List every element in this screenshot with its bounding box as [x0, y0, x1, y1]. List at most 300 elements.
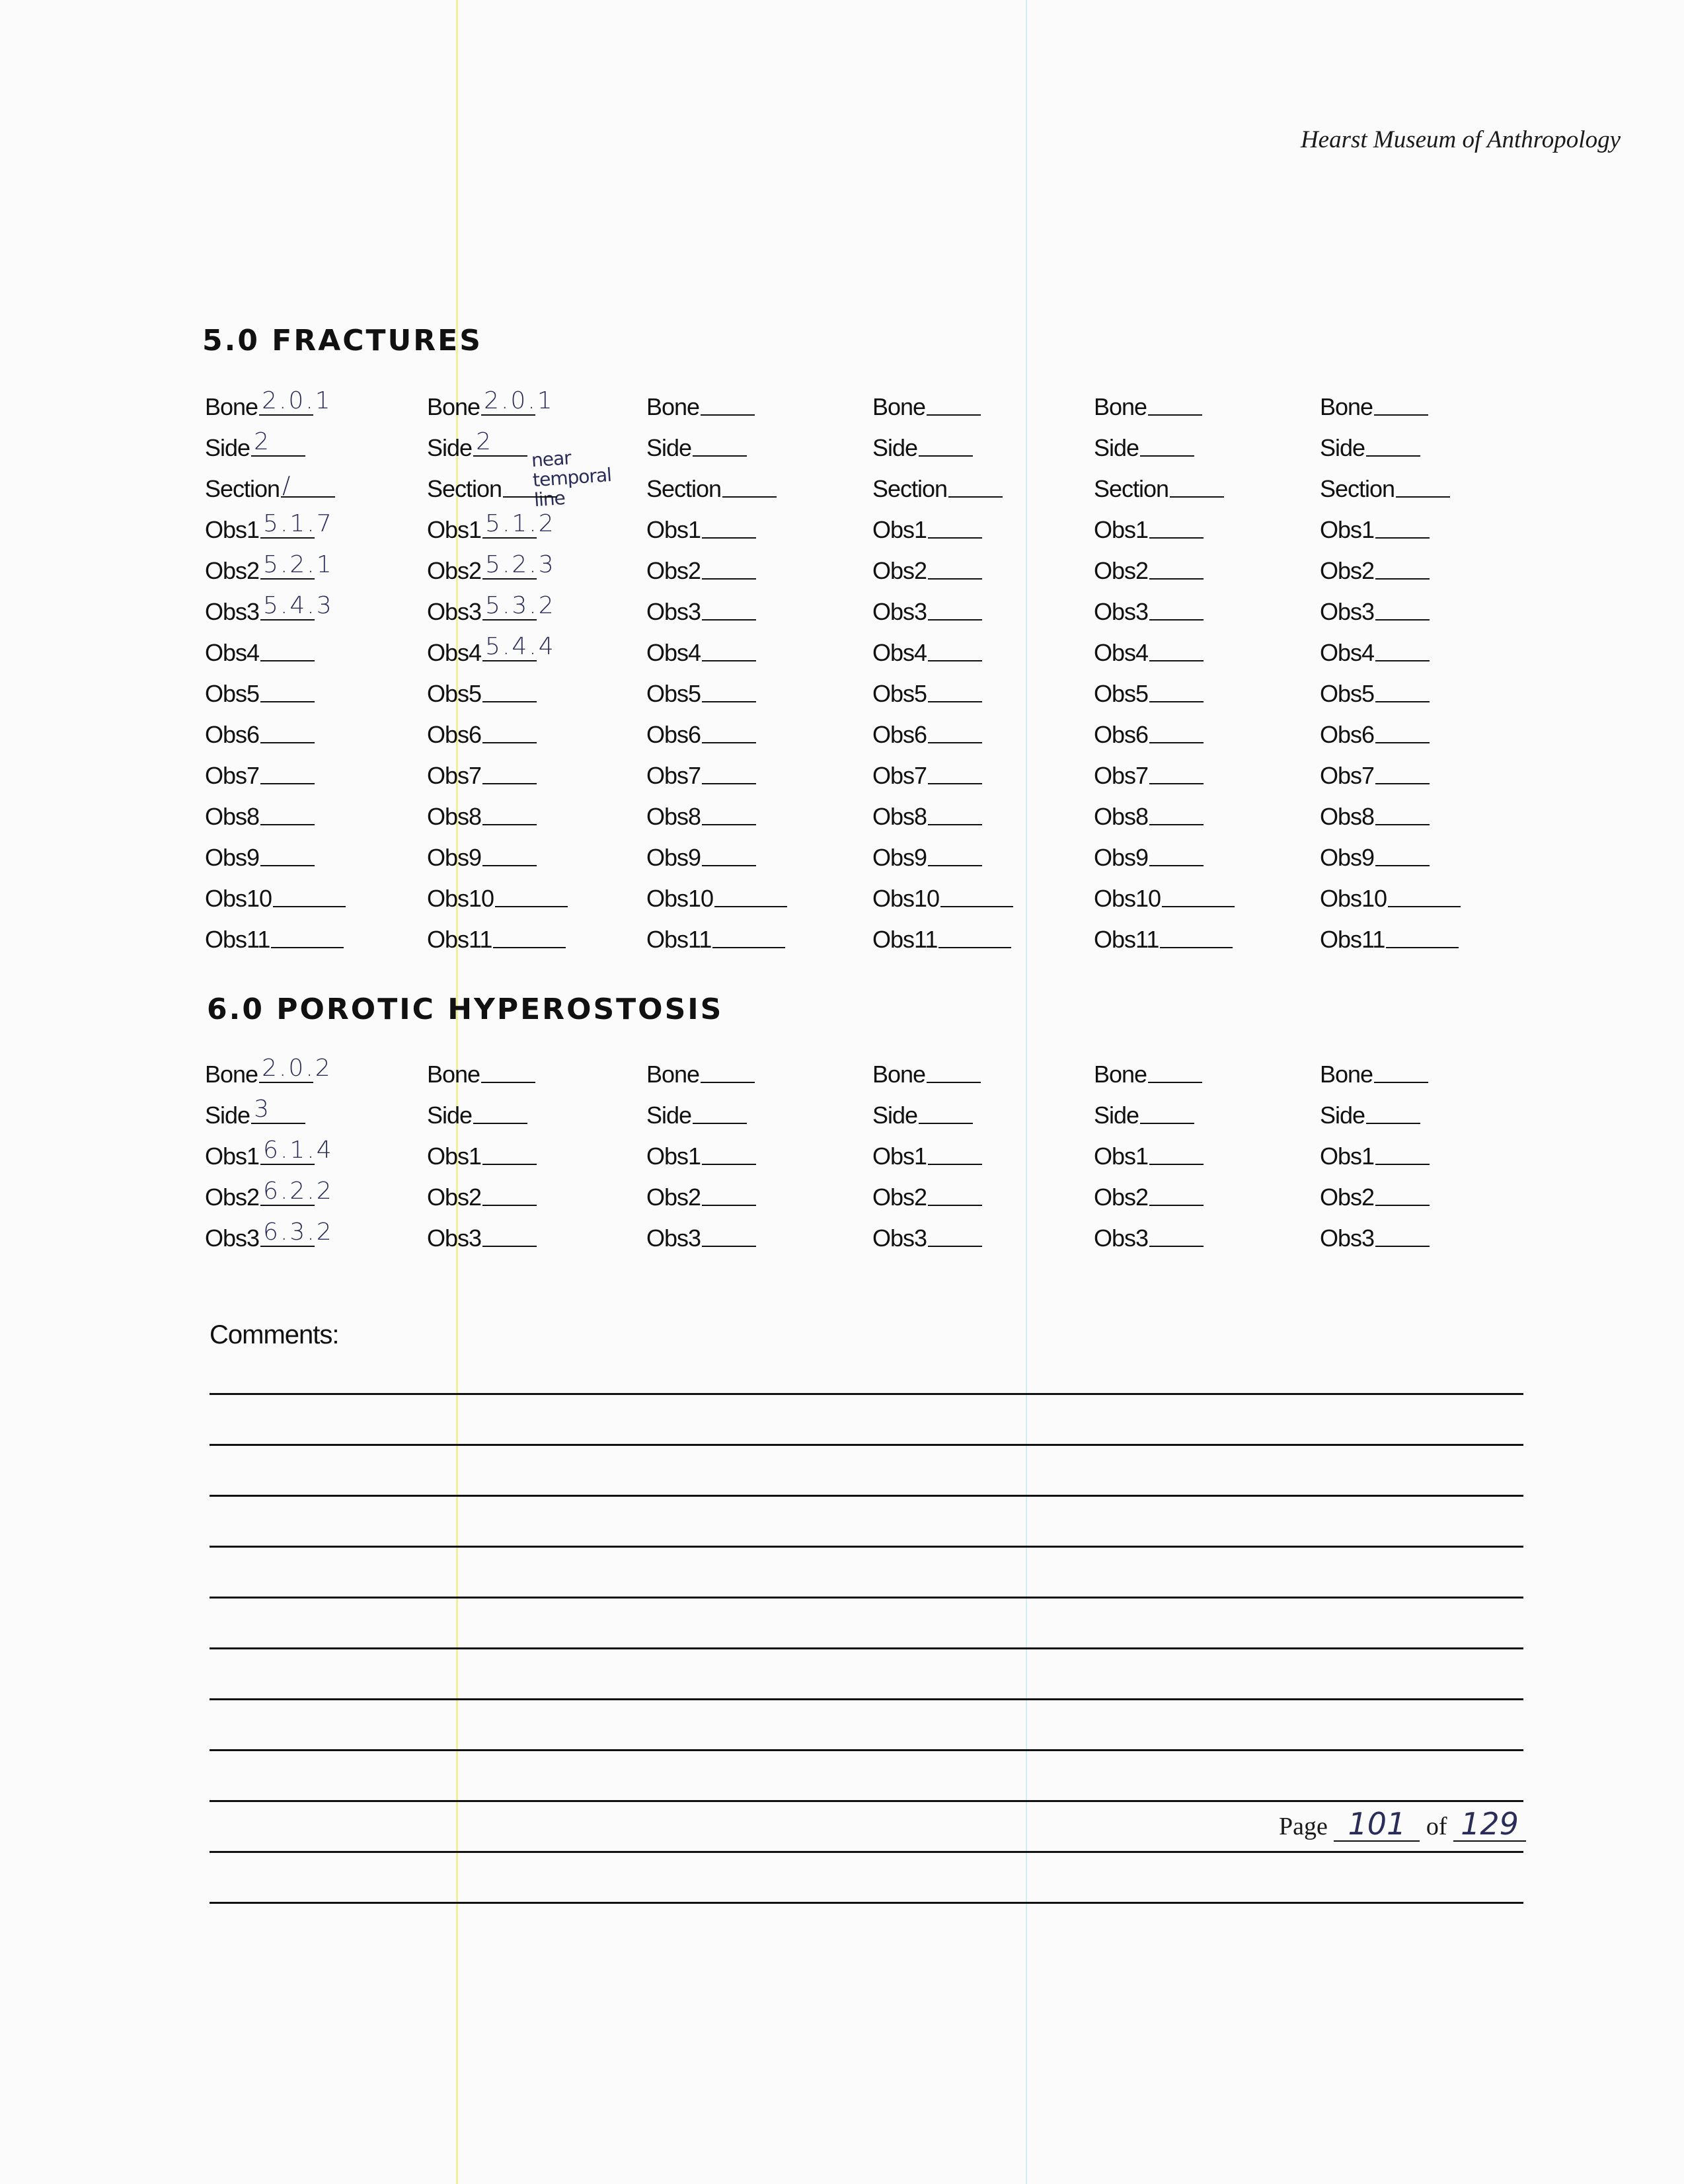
obs11-blank[interactable] — [938, 927, 1011, 948]
obs1-field — [1094, 503, 1305, 544]
obs2-label: Obs2 — [427, 557, 482, 584]
obs1-blank[interactable] — [260, 510, 334, 539]
obs10-blank[interactable] — [495, 886, 568, 907]
obs1-label: Obs1 — [427, 516, 482, 543]
obs6-field — [646, 708, 858, 749]
comment-line[interactable] — [210, 1597, 1523, 1599]
obs11-blank[interactable] — [1386, 927, 1459, 948]
obs2-label: Obs2 — [1094, 1184, 1149, 1211]
obs11-blank[interactable] — [271, 927, 344, 948]
obs6-label: Obs6 — [646, 721, 701, 748]
obs8-field — [646, 790, 858, 831]
section-field — [1320, 462, 1531, 503]
obs1-label: Obs1 — [1320, 1143, 1375, 1170]
handwritten-value: 3 — [254, 1096, 271, 1123]
comment-line[interactable] — [210, 1495, 1523, 1497]
bone-label: Bone — [872, 393, 926, 420]
obs8-label: Obs8 — [1094, 803, 1149, 830]
side-label: Side — [872, 1102, 918, 1129]
obs6-blank[interactable] — [1375, 722, 1430, 743]
obs7-blank[interactable] — [260, 763, 315, 784]
comment-line[interactable] — [210, 1698, 1523, 1700]
obs1-label: Obs1 — [646, 516, 701, 543]
obs5-field — [872, 667, 1084, 708]
porotic-column-6 — [1320, 1047, 1531, 1252]
obs3-blank[interactable] — [702, 599, 756, 621]
comment-line[interactable] — [210, 1546, 1523, 1548]
obs11-field — [1320, 913, 1531, 954]
obs3-label: Obs3 — [205, 1224, 260, 1252]
obs2-blank[interactable] — [1375, 1185, 1430, 1206]
obs11-label: Obs11 — [872, 926, 938, 953]
bone-label: Bone — [872, 1061, 926, 1088]
obs3-blank[interactable] — [1375, 1226, 1430, 1247]
obs5-blank[interactable] — [702, 681, 756, 702]
obs11-blank[interactable] — [712, 927, 785, 948]
obs4-blank[interactable] — [1149, 640, 1204, 661]
side-label: Side — [1320, 434, 1365, 461]
section-blank[interactable] — [1396, 476, 1450, 498]
comment-line[interactable] — [210, 1749, 1523, 1751]
obs4-blank[interactable] — [260, 640, 315, 661]
obs5-label: Obs5 — [427, 680, 482, 707]
obs7-field — [872, 749, 1084, 790]
side-label: Side — [872, 434, 918, 461]
obs2-label: Obs2 — [872, 557, 927, 584]
obs2-field — [646, 544, 858, 585]
bone-blank[interactable] — [1374, 395, 1428, 416]
bone-label: Bone — [205, 393, 258, 420]
bone-label: Bone — [646, 393, 700, 420]
obs1-blank[interactable] — [702, 1144, 756, 1165]
page-total-field[interactable]: 129 — [1453, 1807, 1526, 1842]
obs9-field — [646, 831, 858, 872]
obs11-blank[interactable] — [1160, 927, 1233, 948]
obs11-field — [427, 913, 638, 954]
section-label: Section — [1094, 475, 1169, 502]
obs2-field — [872, 1170, 1084, 1211]
handwritten-value: 5.4.4 — [485, 633, 556, 660]
bone-field — [1320, 380, 1531, 421]
obs9-blank[interactable] — [1375, 845, 1430, 866]
bone-blank[interactable] — [1148, 395, 1202, 416]
section-field — [205, 462, 416, 503]
section-blank[interactable] — [281, 472, 335, 499]
obs10-blank[interactable] — [273, 886, 346, 907]
obs4-blank[interactable] — [482, 633, 556, 661]
handwritten-value: 2 — [254, 428, 271, 455]
bone-label: Bone — [1094, 1061, 1147, 1088]
section-label: Section — [1320, 475, 1395, 502]
obs1-blank[interactable] — [260, 1137, 334, 1165]
obs6-blank[interactable] — [260, 722, 315, 743]
obs1-blank[interactable] — [702, 517, 756, 539]
obs3-blank[interactable] — [1149, 1226, 1204, 1247]
fractures-column-5 — [1094, 380, 1305, 954]
obs9-blank[interactable] — [260, 845, 315, 866]
section-blank[interactable] — [1170, 476, 1224, 498]
handwritten-note: near temporal line — [530, 447, 612, 511]
obs9-blank[interactable] — [928, 845, 982, 866]
obs8-blank[interactable] — [928, 804, 982, 825]
obs9-label: Obs9 — [872, 844, 927, 871]
obs7-label: Obs7 — [872, 762, 927, 789]
obs7-blank[interactable] — [482, 763, 537, 784]
obs5-label: Obs5 — [205, 680, 260, 707]
bone-label: Bone — [1094, 393, 1147, 420]
section-blank[interactable] — [503, 476, 557, 498]
side-label: Side — [1320, 1102, 1365, 1129]
obs5-blank[interactable] — [928, 681, 982, 702]
handwritten-value: 6.2.2 — [263, 1178, 334, 1205]
obs7-label: Obs7 — [427, 762, 482, 789]
comment-line[interactable] — [210, 1851, 1523, 1853]
obs2-blank[interactable] — [1149, 558, 1204, 580]
obs2-label: Obs2 — [205, 1184, 260, 1211]
obs4-field — [646, 626, 858, 667]
side-field — [205, 1088, 416, 1129]
obs2-blank[interactable] — [1149, 1185, 1204, 1206]
side-field — [1320, 1088, 1531, 1129]
obs4-label: Obs4 — [1094, 639, 1149, 666]
obs10-label: Obs10 — [1094, 885, 1161, 912]
obs1-field — [1320, 503, 1531, 544]
obs8-blank[interactable] — [1375, 804, 1430, 825]
obs1-label: Obs1 — [646, 1143, 701, 1170]
obs10-field — [205, 872, 416, 913]
bone-blank[interactable] — [481, 1062, 535, 1083]
fractures-column-2 — [427, 380, 638, 954]
obs10-label: Obs10 — [646, 885, 714, 912]
fractures-column-1 — [205, 380, 416, 954]
obs7-field — [1094, 749, 1305, 790]
obs6-blank[interactable] — [702, 722, 756, 743]
obs1-field — [872, 1129, 1084, 1170]
obs3-blank[interactable] — [1149, 599, 1204, 621]
obs10-label: Obs10 — [205, 885, 272, 912]
obs3-label: Obs3 — [205, 598, 260, 625]
obs6-blank[interactable] — [482, 722, 537, 743]
obs3-label: Obs3 — [1094, 1224, 1149, 1252]
obs11-blank[interactable] — [493, 927, 566, 948]
obs6-blank[interactable] — [928, 722, 982, 743]
obs1-field — [646, 503, 858, 544]
side-label: Side — [1094, 1102, 1139, 1129]
bone-blank[interactable] — [259, 1055, 332, 1083]
bone-blank[interactable] — [259, 387, 332, 416]
comment-line[interactable] — [210, 1444, 1523, 1446]
page-label: Page — [1279, 1813, 1328, 1840]
obs1-label: Obs1 — [872, 1143, 927, 1170]
bone-field — [646, 1047, 858, 1088]
handwritten-value: 2.0.1 — [262, 387, 332, 414]
bone-label: Bone — [205, 1061, 258, 1088]
bone-label: Bone — [1320, 393, 1373, 420]
fractures-column-4 — [872, 380, 1084, 954]
obs5-field — [1094, 667, 1305, 708]
obs3-blank[interactable] — [260, 1219, 334, 1247]
handwritten-value: 5.1.7 — [263, 510, 334, 537]
porotic-column-2 — [427, 1047, 638, 1252]
comment-line[interactable] — [210, 1800, 1523, 1802]
obs2-field — [1320, 544, 1531, 585]
obs3-field — [1094, 585, 1305, 626]
obs2-field — [646, 1170, 858, 1211]
obs2-blank[interactable] — [702, 558, 756, 580]
obs8-label: Obs8 — [646, 803, 701, 830]
obs8-blank[interactable] — [1149, 804, 1204, 825]
obs8-field — [1094, 790, 1305, 831]
porotic-hyperostosis-section-title: 6.0 POROTIC HYPEROSTOSIS — [207, 993, 724, 1026]
side-blank[interactable] — [473, 428, 527, 457]
obs3-label: Obs3 — [427, 1224, 482, 1252]
side-label: Side — [427, 1102, 473, 1129]
side-field — [1320, 421, 1531, 462]
obs1-label: Obs1 — [1094, 516, 1149, 543]
obs5-blank[interactable] — [482, 681, 537, 702]
side-field — [646, 1088, 858, 1129]
side-field — [872, 421, 1084, 462]
bone-blank[interactable] — [481, 387, 555, 416]
side-blank[interactable] — [1140, 435, 1194, 457]
bone-field — [205, 380, 416, 421]
bone-label: Bone — [427, 1061, 480, 1088]
obs1-blank[interactable] — [1375, 1144, 1430, 1165]
obs7-blank[interactable] — [1149, 763, 1204, 784]
obs8-label: Obs8 — [427, 803, 482, 830]
obs9-label: Obs9 — [205, 844, 260, 871]
side-field — [872, 1088, 1084, 1129]
side-blank[interactable] — [1366, 1103, 1420, 1124]
section-label: Section — [427, 475, 502, 502]
handwritten-value: 6.3.2 — [263, 1219, 334, 1246]
bone-field — [427, 1047, 638, 1088]
obs7-label: Obs7 — [205, 762, 260, 789]
obs1-label: Obs1 — [205, 1143, 260, 1170]
section-blank[interactable] — [722, 476, 777, 498]
obs2-field — [205, 1170, 416, 1211]
obs2-blank[interactable] — [702, 1185, 756, 1206]
obs4-field — [1094, 626, 1305, 667]
bone-field — [205, 1047, 416, 1088]
obs7-field — [646, 749, 858, 790]
obs5-label: Obs5 — [1094, 680, 1149, 707]
obs2-label: Obs2 — [872, 1184, 927, 1211]
handwritten-value: 5.2.3 — [485, 551, 556, 578]
obs10-blank[interactable] — [714, 886, 787, 907]
obs6-label: Obs6 — [872, 721, 927, 748]
obs10-field — [646, 872, 858, 913]
obs1-field — [427, 503, 638, 544]
obs2-blank[interactable] — [928, 558, 982, 580]
side-field — [205, 421, 416, 462]
obs2-label: Obs2 — [1320, 1184, 1375, 1211]
obs11-label: Obs11 — [1320, 926, 1385, 953]
side-blank[interactable] — [251, 1096, 305, 1124]
obs3-blank[interactable] — [1375, 599, 1430, 621]
obs10-blank[interactable] — [1388, 886, 1461, 907]
page-footer — [1279, 1807, 1526, 1842]
obs5-field — [646, 667, 858, 708]
obs1-field — [646, 1129, 858, 1170]
side-blank[interactable] — [473, 1103, 527, 1124]
obs3-field — [205, 1211, 416, 1252]
obs1-blank[interactable] — [1375, 517, 1430, 539]
bone-label: Bone — [1320, 1061, 1373, 1088]
obs3-blank[interactable] — [928, 599, 982, 621]
obs8-blank[interactable] — [702, 804, 756, 825]
obs6-label: Obs6 — [1094, 721, 1149, 748]
obs5-blank[interactable] — [260, 681, 315, 702]
obs7-label: Obs7 — [646, 762, 701, 789]
obs5-blank[interactable] — [1375, 681, 1430, 702]
obs7-blank[interactable] — [1375, 763, 1430, 784]
obs3-blank[interactable] — [482, 592, 556, 621]
section-blank[interactable] — [948, 476, 1003, 498]
obs7-label: Obs7 — [1320, 762, 1375, 789]
side-blank[interactable] — [1140, 1103, 1194, 1124]
obs1-label: Obs1 — [205, 516, 260, 543]
obs3-blank[interactable] — [928, 1226, 982, 1247]
side-field — [427, 1088, 638, 1129]
handwritten-value: 2.0.1 — [484, 387, 555, 414]
obs3-blank[interactable] — [702, 1226, 756, 1247]
obs1-field — [205, 503, 416, 544]
obs3-label: Obs3 — [427, 598, 482, 625]
obs2-label: Obs2 — [646, 557, 701, 584]
obs1-blank[interactable] — [482, 1144, 537, 1165]
obs2-field — [427, 544, 638, 585]
obs1-label: Obs1 — [1320, 516, 1375, 543]
comment-line[interactable] — [210, 1647, 1523, 1649]
bone-label: Bone — [646, 1061, 700, 1088]
obs1-blank[interactable] — [482, 510, 556, 539]
obs2-blank[interactable] — [928, 1185, 982, 1206]
comment-line[interactable] — [210, 1393, 1523, 1395]
obs10-blank[interactable] — [940, 886, 1013, 907]
side-blank[interactable] — [919, 1103, 973, 1124]
obs1-blank[interactable] — [1149, 517, 1204, 539]
obs5-label: Obs5 — [646, 680, 701, 707]
obs5-blank[interactable] — [1149, 681, 1204, 702]
obs3-label: Obs3 — [1320, 1224, 1375, 1252]
obs7-field — [427, 749, 638, 790]
obs9-blank[interactable] — [702, 845, 756, 866]
obs1-blank[interactable] — [928, 1144, 982, 1165]
obs4-field — [872, 626, 1084, 667]
obs9-label: Obs9 — [1094, 844, 1149, 871]
side-blank[interactable] — [693, 1103, 747, 1124]
of-label: of — [1426, 1813, 1447, 1840]
obs2-blank[interactable] — [1375, 558, 1430, 580]
obs1-blank[interactable] — [1149, 1144, 1204, 1165]
obs6-field — [205, 708, 416, 749]
obs3-field — [1094, 1211, 1305, 1252]
obs3-field — [1320, 585, 1531, 626]
obs2-label: Obs2 — [427, 1184, 482, 1211]
section-label: Section — [872, 475, 948, 502]
obs9-field — [205, 831, 416, 872]
fractures-section-title: 5.0 FRACTURES — [202, 324, 482, 358]
obs3-label: Obs3 — [646, 1224, 701, 1252]
obs10-field — [1094, 872, 1305, 913]
page-number-field[interactable]: 101 — [1334, 1807, 1420, 1842]
side-blank[interactable] — [251, 428, 305, 457]
bone-blank[interactable] — [701, 395, 755, 416]
obs10-field — [1320, 872, 1531, 913]
obs3-field — [872, 585, 1084, 626]
obs2-field — [1094, 1170, 1305, 1211]
obs7-blank[interactable] — [928, 763, 982, 784]
obs5-field — [205, 667, 416, 708]
obs3-field — [646, 585, 858, 626]
porotic-column-5 — [1094, 1047, 1305, 1252]
bone-blank[interactable] — [1148, 1062, 1202, 1083]
obs11-field — [646, 913, 858, 954]
bone-blank[interactable] — [927, 1062, 981, 1083]
obs5-field — [1320, 667, 1531, 708]
bone-blank[interactable] — [927, 395, 981, 416]
side-blank[interactable] — [1366, 435, 1420, 457]
side-blank[interactable] — [693, 435, 747, 457]
obs8-label: Obs8 — [1320, 803, 1375, 830]
obs9-blank[interactable] — [482, 845, 537, 866]
bone-field — [872, 1047, 1084, 1088]
obs1-label: Obs1 — [1094, 1143, 1149, 1170]
obs5-field — [427, 667, 638, 708]
obs2-blank[interactable] — [260, 1178, 334, 1206]
obs7-blank[interactable] — [702, 763, 756, 784]
obs6-field — [1094, 708, 1305, 749]
obs2-blank[interactable] — [260, 551, 334, 580]
obs3-blank[interactable] — [482, 1226, 537, 1247]
obs3-field — [427, 585, 638, 626]
obs10-blank[interactable] — [1162, 886, 1235, 907]
obs3-blank[interactable] — [260, 592, 334, 621]
fractures-column-6 — [1320, 380, 1531, 954]
obs6-blank[interactable] — [1149, 722, 1204, 743]
obs8-field — [1320, 790, 1531, 831]
obs9-blank[interactable] — [1149, 845, 1204, 866]
obs6-label: Obs6 — [1320, 721, 1375, 748]
comment-line[interactable] — [210, 1902, 1523, 1904]
obs11-label: Obs11 — [646, 926, 712, 953]
side-blank[interactable] — [919, 435, 973, 457]
bone-blank[interactable] — [701, 1062, 755, 1083]
obs4-label: Obs4 — [427, 639, 482, 666]
handwritten-value: 6.1.4 — [263, 1137, 334, 1164]
obs8-label: Obs8 — [872, 803, 927, 830]
porotic-column-3 — [646, 1047, 858, 1252]
obs2-blank[interactable] — [482, 1185, 537, 1206]
obs8-field — [205, 790, 416, 831]
obs3-label: Obs3 — [872, 598, 927, 625]
obs1-field — [1320, 1129, 1531, 1170]
obs8-blank[interactable] — [482, 804, 537, 825]
bone-blank[interactable] — [1374, 1062, 1428, 1083]
obs3-field — [872, 1211, 1084, 1252]
obs8-field — [427, 790, 638, 831]
obs1-field — [1094, 1129, 1305, 1170]
obs7-field — [205, 749, 416, 790]
obs2-blank[interactable] — [482, 551, 556, 580]
handwritten-value: 2.0.2 — [262, 1055, 332, 1082]
obs1-blank[interactable] — [928, 517, 982, 539]
obs4-blank[interactable] — [702, 640, 756, 661]
obs4-blank[interactable] — [1375, 640, 1430, 661]
obs8-blank[interactable] — [260, 804, 315, 825]
obs4-blank[interactable] — [928, 640, 982, 661]
